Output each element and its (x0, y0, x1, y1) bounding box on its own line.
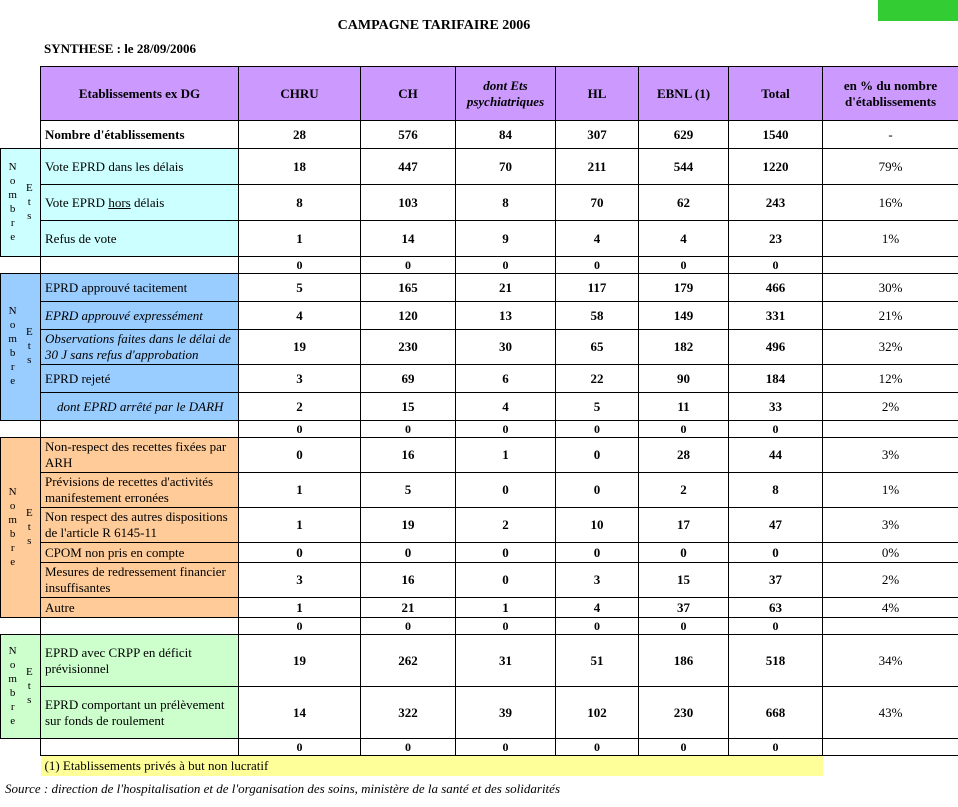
table-body (1, 67, 958, 777)
empty-label-cell (41, 618, 239, 635)
cell-pct: 3% (823, 438, 958, 473)
cell-value: 1540 (729, 121, 823, 149)
spacer-cell (1, 121, 41, 149)
zero-cell: 0 (639, 421, 729, 438)
group-side-label (1, 149, 41, 257)
data-row (1, 687, 958, 739)
zero-cell: 0 (361, 739, 456, 756)
cell-value: 230 (639, 687, 729, 739)
row-label: dont EPRD arrêté par le DARH (41, 393, 239, 421)
row-label: Mesures de redressement financier insuffisantes (41, 563, 239, 598)
zero-cell: 0 (456, 739, 556, 756)
data-row (1, 274, 958, 302)
count-row (1, 121, 958, 149)
cell-value: 5 (361, 473, 456, 508)
zero-cell: 0 (729, 739, 823, 756)
row-label: EPRD rejeté (41, 365, 239, 393)
data-row (1, 185, 958, 221)
row-label: Vote EPRD dans les délais (41, 149, 239, 185)
cell-value: 1 (239, 598, 361, 618)
side-label-nombre: Nombre (6, 485, 19, 570)
cell-value: 230 (361, 330, 456, 365)
cell-value: 0 (456, 543, 556, 563)
cell-value: 102 (556, 687, 639, 739)
row-label: EPRD comportant un prélèvement sur fonds de roulement (41, 687, 239, 739)
cell-value: 14 (361, 221, 456, 257)
row-label: Vote EPRD hors délais (41, 185, 239, 221)
cell-value: 28 (639, 438, 729, 473)
cell-value: 2 (456, 508, 556, 543)
cell-value: 1 (456, 598, 556, 618)
cell-value: 1 (239, 221, 361, 257)
zero-cell: 0 (456, 421, 556, 438)
cell-value: 186 (639, 635, 729, 687)
data-row (1, 543, 958, 563)
zero-row (1, 421, 958, 438)
zero-row (1, 739, 958, 756)
cell-value: 39 (456, 687, 556, 739)
cell-pct: 3% (823, 508, 958, 543)
row-label: CPOM non pris en compte (41, 543, 239, 563)
cell-value: 63 (729, 598, 823, 618)
spacer-cell (1, 67, 41, 121)
zero-cell: 0 (239, 739, 361, 756)
cell-value: 0 (729, 543, 823, 563)
cell-value: 544 (639, 149, 729, 185)
cell-value: 0 (556, 473, 639, 508)
cell-value: 8 (729, 473, 823, 508)
cell-value: 15 (361, 393, 456, 421)
row-label: Non-respect des recettes fixées par ARH (41, 438, 239, 473)
row-label: Nombre d'établissements (41, 121, 239, 149)
zero-cell: 0 (456, 257, 556, 274)
cell-value: 3 (239, 563, 361, 598)
empty-label-cell (41, 257, 239, 274)
zero-row (1, 618, 958, 635)
group-side-label (1, 438, 41, 618)
row-label: Refus de vote (41, 221, 239, 257)
zero-cell: 0 (729, 421, 823, 438)
synthesis-date: SYNTHESE : le 28/09/2006 (44, 41, 197, 56)
cell-pct: 1% (823, 221, 958, 257)
column-header: HL (556, 67, 639, 121)
cell-pct: 2% (823, 393, 958, 421)
cell-value: 1 (239, 508, 361, 543)
cell-value: 17 (639, 508, 729, 543)
cell-value: 117 (556, 274, 639, 302)
row-label: EPRD approuvé expressément (41, 302, 239, 330)
cell-value: 65 (556, 330, 639, 365)
side-label-nombre: Nombre (6, 305, 19, 389)
cell-pct: 79% (823, 149, 958, 185)
zero-cell: 0 (729, 618, 823, 635)
zero-cell: 0 (556, 257, 639, 274)
cell-value: 3 (239, 365, 361, 393)
cell-value: 16 (361, 438, 456, 473)
empty-pct-cell (823, 257, 958, 274)
spacer-cell (1, 257, 41, 274)
cell-value: 629 (639, 121, 729, 149)
cell-value: 165 (361, 274, 456, 302)
column-header: dont Ets psychiatriques (456, 67, 556, 121)
cell-value: 211 (556, 149, 639, 185)
cell-pct: 43% (823, 687, 958, 739)
cell-value: 10 (556, 508, 639, 543)
empty-pct-cell (823, 421, 958, 438)
row-label: Autre (41, 598, 239, 618)
page-title: CAMPAGNE TARIFAIRE 2006 (337, 18, 531, 33)
column-header: EBNL (1) (639, 67, 729, 121)
row-label: EPRD avec CRPP en déficit prévisionnel (41, 635, 239, 687)
cell-value: 28 (239, 121, 361, 149)
data-row (1, 438, 958, 473)
cell-pct: 16% (823, 185, 958, 221)
side-label-wrap (1, 645, 40, 729)
footnote-text: (1) Etablissements privés à but non lucratif (44, 758, 269, 773)
zero-cell: 0 (556, 739, 639, 756)
cell-pct: - (823, 121, 958, 149)
data-row (1, 563, 958, 598)
cell-value: 243 (729, 185, 823, 221)
data-row (1, 393, 958, 421)
cell-value: 11 (639, 393, 729, 421)
cell-value: 6 (456, 365, 556, 393)
column-header: en % du nombre d'établissements (823, 67, 958, 121)
cell-value: 496 (729, 330, 823, 365)
cell-value: 120 (361, 302, 456, 330)
cell-value: 5 (556, 393, 639, 421)
zero-cell: 0 (239, 421, 361, 438)
cell-value: 37 (729, 563, 823, 598)
cell-value: 0 (556, 543, 639, 563)
cell-value: 466 (729, 274, 823, 302)
side-label-ets: Ets (23, 506, 36, 549)
cell-value: 307 (556, 121, 639, 149)
data-row (1, 635, 958, 687)
cell-value: 0 (239, 543, 361, 563)
cell-value: 23 (729, 221, 823, 257)
group-side-label (1, 274, 41, 421)
cell-value: 576 (361, 121, 456, 149)
side-label-wrap (1, 486, 40, 570)
side-label-ets: Ets (23, 326, 36, 368)
cell-pct: 21% (823, 302, 958, 330)
cell-value: 18 (239, 149, 361, 185)
cell-value: 33 (729, 393, 823, 421)
cell-value: 14 (239, 687, 361, 739)
cell-value: 2 (239, 393, 361, 421)
cell-value: 8 (456, 185, 556, 221)
side-label-nombre: Nombre (6, 644, 19, 729)
spacer-cell (1, 756, 41, 777)
row-label: Non respect des autres dispositions de l'article R 6145-11 (41, 508, 239, 543)
cell-value: 21 (361, 598, 456, 618)
data-row (1, 598, 958, 618)
cell-value: 22 (556, 365, 639, 393)
column-header: Total (729, 67, 823, 121)
cell-value: 518 (729, 635, 823, 687)
cell-value: 184 (729, 365, 823, 393)
spacer-cell (823, 756, 958, 777)
data-row (1, 221, 958, 257)
cell-value: 70 (556, 185, 639, 221)
cell-pct: 4% (823, 598, 958, 618)
campagne-table (0, 66, 958, 776)
data-row (1, 330, 958, 365)
cell-value: 19 (239, 330, 361, 365)
cell-value: 0 (361, 543, 456, 563)
footnote-row (1, 756, 958, 777)
empty-pct-cell (823, 618, 958, 635)
empty-pct-cell (823, 739, 958, 756)
column-header: CH (361, 67, 456, 121)
cell-value: 47 (729, 508, 823, 543)
cell-value: 69 (361, 365, 456, 393)
zero-cell: 0 (361, 618, 456, 635)
cell-value: 62 (639, 185, 729, 221)
cell-value: 0 (556, 438, 639, 473)
side-label-wrap (1, 161, 40, 245)
cell-value: 84 (456, 121, 556, 149)
cell-value: 44 (729, 438, 823, 473)
row-label: Prévisions de recettes d'activités manifestement erronées (41, 473, 239, 508)
cell-value: 37 (639, 598, 729, 618)
footnote-cell (41, 756, 823, 777)
cell-value: 0 (239, 438, 361, 473)
zero-cell: 0 (361, 257, 456, 274)
cell-value: 0 (639, 543, 729, 563)
cell-value: 4 (556, 598, 639, 618)
cell-pct: 34% (823, 635, 958, 687)
cell-value: 103 (361, 185, 456, 221)
cell-value: 1 (239, 473, 361, 508)
cell-value: 58 (556, 302, 639, 330)
cell-value: 51 (556, 635, 639, 687)
cell-value: 3 (556, 563, 639, 598)
zero-cell: 0 (556, 421, 639, 438)
cell-value: 1220 (729, 149, 823, 185)
cell-pct: 0% (823, 543, 958, 563)
zero-cell: 0 (556, 618, 639, 635)
data-row (1, 473, 958, 508)
row-label: EPRD approuvé tacitement (41, 274, 239, 302)
side-label-ets: Ets (23, 181, 36, 224)
empty-label-cell (41, 739, 239, 756)
zero-cell: 0 (639, 739, 729, 756)
zero-cell: 0 (361, 421, 456, 438)
row-label: Observations faites dans le délai de 30 J sans refus d'approbation (41, 330, 239, 365)
cell-value: 90 (639, 365, 729, 393)
cell-value: 262 (361, 635, 456, 687)
column-header: CHRU (239, 67, 361, 121)
zero-cell: 0 (239, 257, 361, 274)
cell-value: 8 (239, 185, 361, 221)
cell-value: 31 (456, 635, 556, 687)
data-row (1, 149, 958, 185)
cell-value: 15 (639, 563, 729, 598)
data-row (1, 508, 958, 543)
cell-value: 13 (456, 302, 556, 330)
spacer-cell (1, 739, 41, 756)
cell-value: 4 (639, 221, 729, 257)
cell-pct: 30% (823, 274, 958, 302)
zero-cell: 0 (639, 618, 729, 635)
cell-value: 182 (639, 330, 729, 365)
cell-value: 4 (556, 221, 639, 257)
cell-value: 19 (239, 635, 361, 687)
cell-value: 70 (456, 149, 556, 185)
cell-value: 0 (456, 563, 556, 598)
empty-label-cell (41, 421, 239, 438)
column-header: Etablissements ex DG (41, 67, 239, 121)
cell-value: 21 (456, 274, 556, 302)
cell-value: 4 (456, 393, 556, 421)
cell-pct: 2% (823, 563, 958, 598)
cell-pct: 12% (823, 365, 958, 393)
group-side-label (1, 635, 41, 739)
cell-value: 447 (361, 149, 456, 185)
cell-value: 322 (361, 687, 456, 739)
cell-value: 149 (639, 302, 729, 330)
cell-value: 4 (239, 302, 361, 330)
cell-value: 5 (239, 274, 361, 302)
data-row (1, 365, 958, 393)
table-header-row (1, 67, 958, 121)
cell-value: 9 (456, 221, 556, 257)
spacer-cell (1, 618, 41, 635)
source-note: Source : direction de l'hospitalisation et de l'organisation des soins, ministère de la santé et des solidarités (5, 781, 561, 797)
side-label-nombre: Nombre (6, 160, 19, 245)
corner-green-box (878, 0, 958, 21)
cell-pct: 32% (823, 330, 958, 365)
side-label-ets: Ets (23, 665, 36, 708)
cell-value: 2 (639, 473, 729, 508)
zero-cell: 0 (729, 257, 823, 274)
zero-cell: 0 (239, 618, 361, 635)
side-label-wrap (1, 305, 40, 389)
zero-cell: 0 (639, 257, 729, 274)
cell-value: 1 (456, 438, 556, 473)
cell-value: 0 (456, 473, 556, 508)
cell-value: 668 (729, 687, 823, 739)
zero-row (1, 257, 958, 274)
cell-value: 30 (456, 330, 556, 365)
zero-cell: 0 (456, 618, 556, 635)
cell-value: 179 (639, 274, 729, 302)
cell-value: 331 (729, 302, 823, 330)
spacer-cell (1, 421, 41, 438)
cell-value: 16 (361, 563, 456, 598)
data-row (1, 302, 958, 330)
cell-value: 19 (361, 508, 456, 543)
cell-pct: 1% (823, 473, 958, 508)
